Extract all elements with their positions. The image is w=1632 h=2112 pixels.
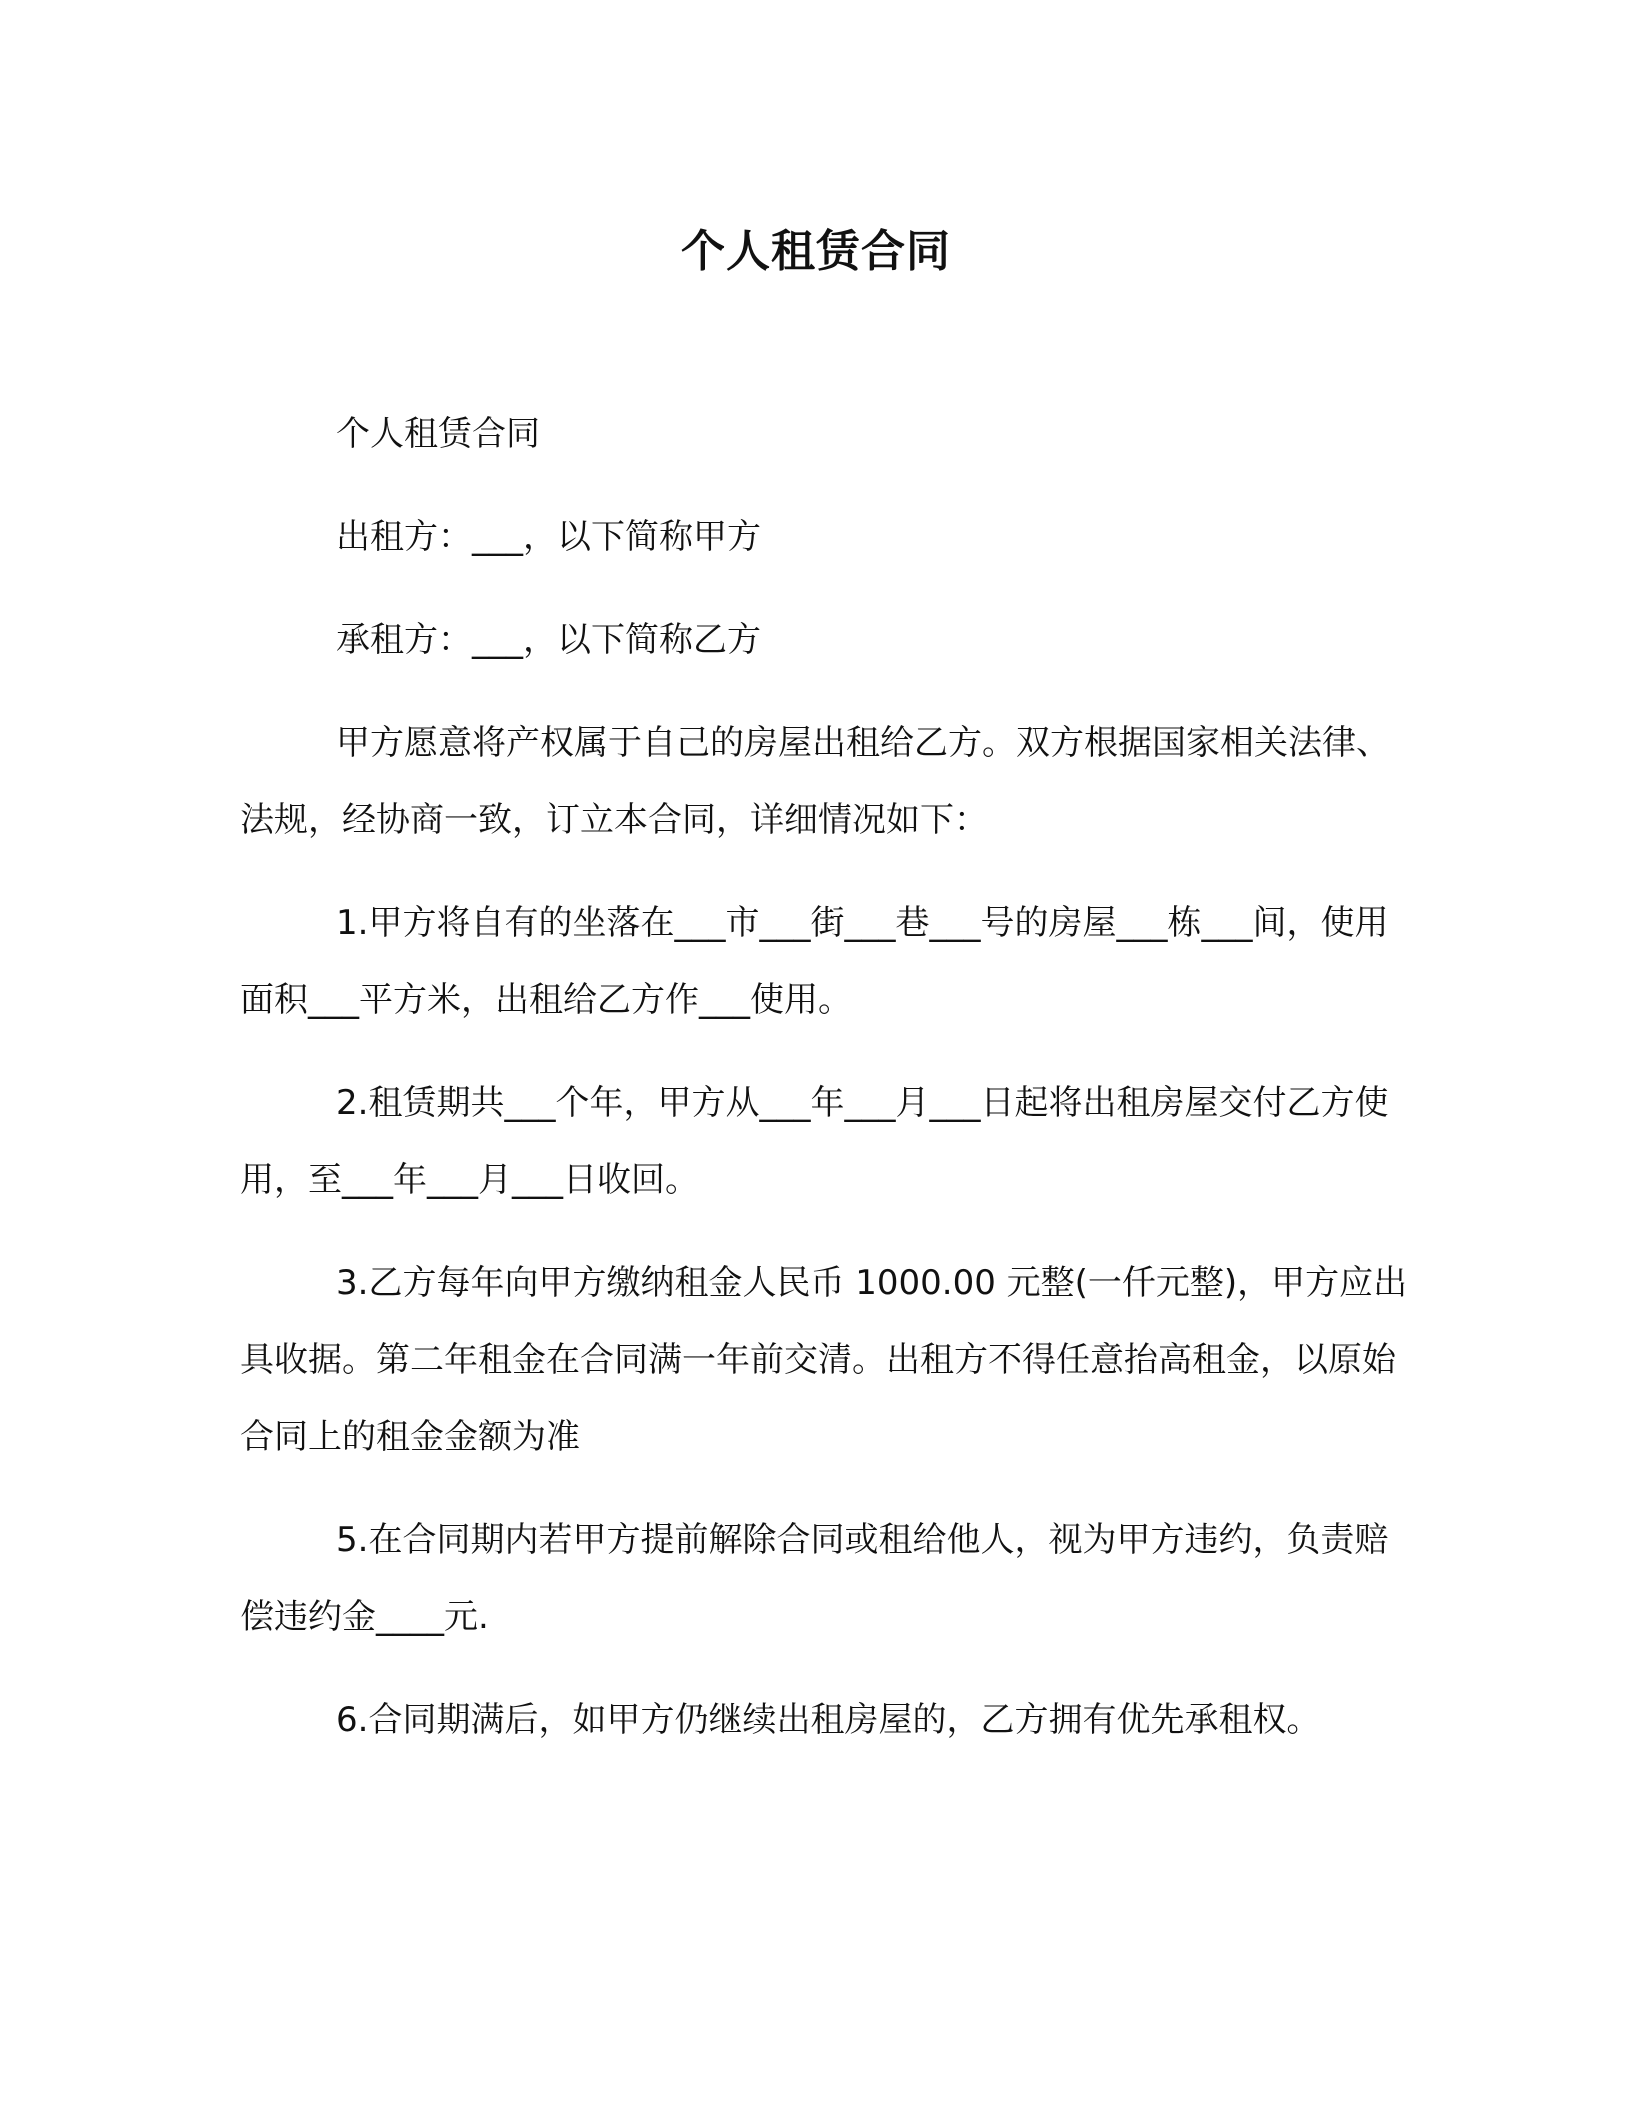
paragraph-clause-2: 2.租赁期共___个年，甲方从___年___月___日起将出租房屋交付乙方使用，至___年___月___日收回。 [240, 1083, 1389, 1200]
paragraph-heading: 个人租赁合同 [336, 414, 540, 454]
paragraph-lessee: 承租方：___，以下简称乙方 [336, 620, 761, 660]
document-title: 个人租赁合同 [681, 226, 951, 277]
paragraph-lessor: 出租方：___，以下简称甲方 [336, 517, 761, 557]
paragraph-clause-6: 6.合同期满后，如甲方仍继续出租房屋的，乙方拥有优先承租权。 [336, 1700, 1321, 1740]
paragraph-intro: 甲方愿意将产权属于自己的房屋出租给乙方。双方根据国家相关法律、法规，经协商一致，订立本合同，详细情况如下： [240, 723, 1390, 840]
paragraph-clause-5: 5.在合同期内若甲方提前解除合同或租给他人，视为甲方违约，负责赔偿违约金____元. [240, 1520, 1389, 1637]
document-body [240, 396, 1416, 1785]
paragraph-clause-3: 3.乙方每年向甲方缴纳租金人民币 1000.00 元整(一仟元整)，甲方应出具收据。第二年租金在合同满一年前交清。出租方不得任意抬高租金，以原始合同上的租金金额为准 [240, 1263, 1408, 1457]
paragraph-clause-1: 1.甲方将自有的坐落在___市___街___巷___号的房屋___栋___间，使用面积___平方米，出租给乙方作___使用。 [240, 903, 1389, 1020]
